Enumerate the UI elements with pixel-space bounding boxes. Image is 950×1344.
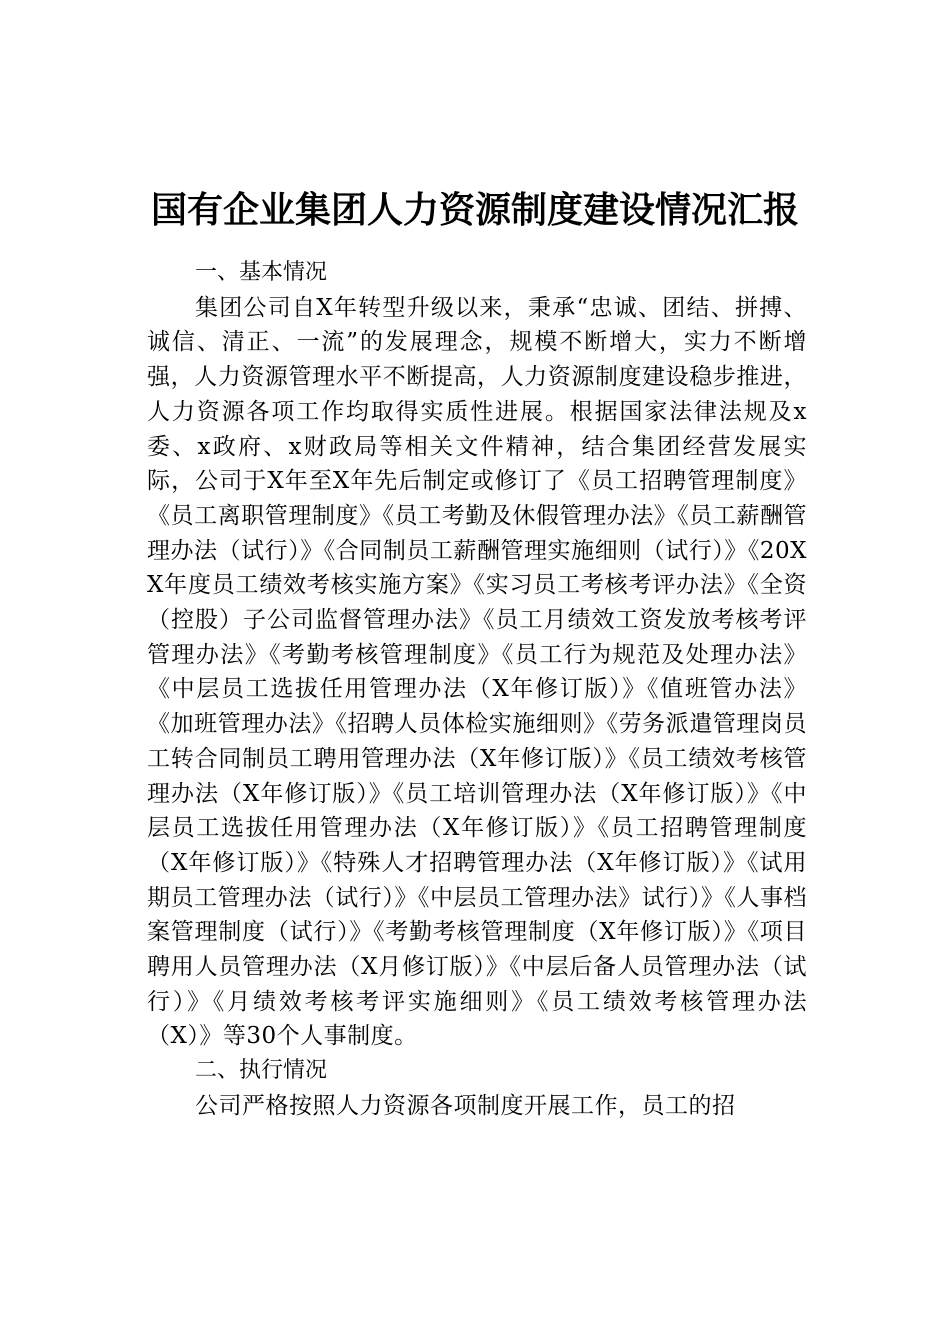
section-execution bbox=[147, 1054, 807, 1123]
section-paragraph-basic-info: 集团公司自X年转型升级以来，秉承“忠诚、团结、拼搏、诚信、清正、一流”的发展理念，规模不断增大，实力不断增强，人力资源管理水平不断提高，人力资源制度建设稳步推进，人力资源各项工作均取得实质性进展。根据国家法律法规及x委、x政府、x财政局等相关文件精神，结合集团经营发展实际，公司于X年至X年先后制定或修订了《员工招聘管理制度》《员工离职管理制度》《员工考勤及休假管理办法》《员工薪酬管理办法（试行）》《合同制员工薪酬管理实施细则（试行）》《20XX年度员工绩效考核实施方案》《实习员工考核考评办法》《全资（控股）子公司监督管理办法》《员工月绩效工资发放考核考评管理办法》《考勤考核管理制度》《员工行为规范及处理办法》《中层员工选拔任用管理办法（X年修订版）》《值班管办法》《加班管理办法》《招聘人员体检实施细则》《劳务派遣管理岗员工转合同制员工聘用管理办法（X年修订版）》《员工绩效考核管理办法（X年修订版）》《员工培训管理办法（X年修订版）》《中层员工选拔任用管理办法（X年修订版）》《员工招聘管理制度（X年修订版）》《特殊人才招聘管理办法（X年修订版）》《试用期员工管理办法（试行）》《中层员工管理办法》试行）》《人事档案管理制度（试行）》《考勤考核管理制度（X年修订版）》《项目聘用人员管理办法（X月修订版）》《中层后备人员管理办法（试行）》《月绩效考核考评实施细则》《员工绩效考核管理办法（X）》等30个人事制度。 bbox=[147, 294, 807, 1050]
document-title: 国有企业集团人力资源制度建设情况汇报 bbox=[150, 189, 799, 232]
section-basic-info bbox=[147, 256, 807, 1054]
document-body bbox=[147, 256, 807, 1124]
section-paragraph-execution: 公司严格按照人力资源各项制度开展工作，员工的招 bbox=[195, 1092, 736, 1119]
section-heading-basic-info: 一、基本情况 bbox=[195, 260, 328, 285]
section-heading-execution: 二、执行情况 bbox=[195, 1058, 328, 1084]
